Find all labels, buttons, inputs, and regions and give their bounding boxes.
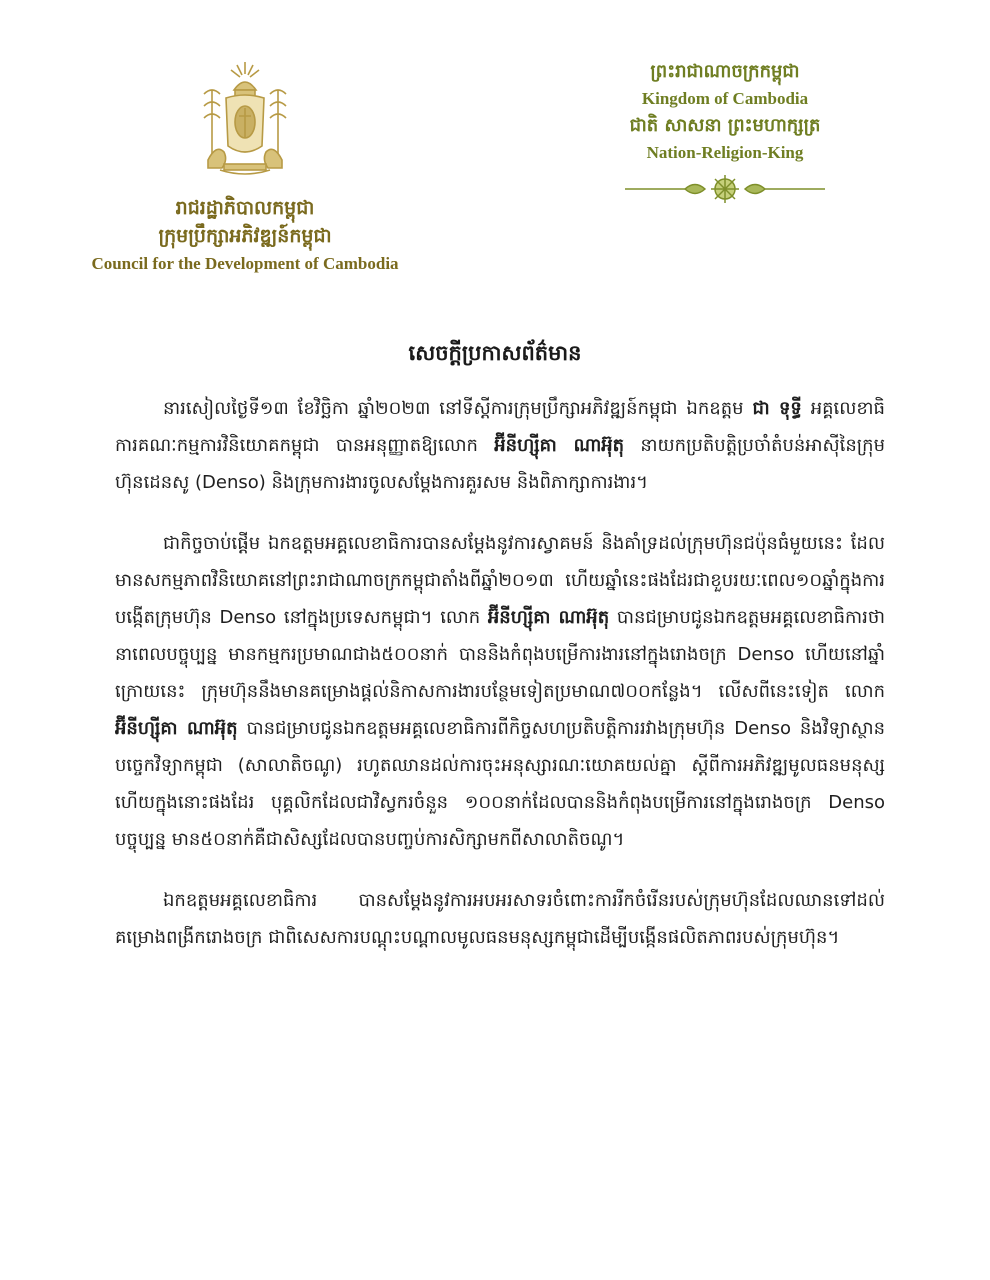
paragraph-2 (115, 525, 885, 858)
council-name-kh: ក្រុមប្រឹក្សាអភិវឌ្ឍន៍កម្ពុជា (158, 225, 332, 247)
paragraph-2-text-2: បានជម្រាបជូនឯកឧត្តមអគ្គលេខាធិការថា នាពេលបច្ចុប្បន្ន មានកម្មករប្រមាណជាង៥០០នាក់ បាននិងកំពុងបម្រើការងារនៅក្នុងរោងចក្រ Denso ហើយនៅឆ្នាំក្រោយនេះ ក្រុមហ៊ុននឹងមានគម្រោងផ្តល់និកាសការងារបន្ថែមទៀតប្រមាណ៧០០កន្លែង។ លើសពីនេះទៀត លោក (115, 607, 885, 702)
royal-emblem-icon (190, 60, 300, 180)
council-name-en: Council for the Development of Cambodia (91, 254, 399, 273)
government-name-kh: រាជរដ្ឋាភិបាលកម្ពុជា (175, 197, 315, 219)
motto-kh: ជាតិ សាសនា ព្រះមហាក្សត្រ (629, 115, 821, 136)
document-title: សេចក្តីប្រកាសព័ត៌មាន (408, 340, 582, 365)
document-body (115, 390, 885, 980)
paragraph-1 (115, 390, 885, 501)
left-letterhead (60, 60, 430, 276)
paragraph-3: ឯកឧត្តមអគ្គលេខាធិការ បានសម្តែងនូវការអបអរសាទរចំពោះការរីកចំរើនរបស់ក្រុមហ៊ុនដែលឈានទៅដល់គម្រោងពង្រីករោងចក្រ ជាពិសេសការបណ្តុះបណ្តាលមូលធនមនុស្សកម្ពុជាដើម្បីបង្កើនផលិតភាពរបស់ក្រុមហ៊ុន។ (115, 890, 885, 948)
right-letterhead (610, 58, 840, 206)
paragraph-1-name-1: ជា ទុទ្ធី (752, 398, 802, 419)
paragraph-1-name-2: អ៊ីនីហ្ស៊ីគា ណាអ៊ុតុ (494, 435, 625, 456)
paragraph-2-text-1: ជាកិច្ចចាប់ផ្តើម ឯកឧត្តមអគ្គលេខាធិការបានសម្តែងនូវការស្វាគមន៍ និងគាំទ្រដល់ក្រុមហ៊ុនជប៉ុនធំមួយនេះ ដែលមានសកម្មភាពវិនិយោគនៅព្រះរាជាណាចក្រកម្ពុជាតាំងពីឆ្នាំ២០១៣ ហើយឆ្នាំនេះផងដែរជាខួបរយៈពេល១០ឆ្នាំក្នុងការបង្កើតក្រុមហ៊ុន Denso នៅក្នុងប្រទេសកម្ពុជា។ លោក (115, 533, 885, 628)
kingdom-name-en: Kingdom of Cambodia (641, 89, 809, 108)
paragraph-1-text-2: អគ្គលេខាធិការគណៈកម្មការវិនិយោគកម្ពុជា បានអនុញ្ញាតឱ្យលោក (115, 398, 885, 456)
paragraph-2-name-2: អ៊ីនីហ្ស៊ីគា ណាអ៊ុតុ (115, 718, 238, 739)
paragraph-2-name-1: អ៊ីនីហ្ស៊ីគា ណាអ៊ុតុ (487, 607, 610, 628)
ornament-divider-icon (625, 172, 825, 206)
motto-en: Nation-Religion-King (646, 143, 804, 162)
paragraph-1-text-3: នាយកប្រតិបត្តិប្រចាំតំបន់អាស៊ីនៃក្រុមហ៊ុនដេនសូ (Denso) និងក្រុមការងារចូលសម្តែងការគួរសម និងពិភាក្សាការងារ។ (115, 435, 885, 493)
paragraph-2-text-3: បានជម្រាបជូនឯកឧត្តមអគ្គលេខាធិការពីកិច្ចសហប្រតិបត្តិការរវាងក្រុមហ៊ុន Denso និងវិទ្យាស្ថានបច្ចេកវិទ្យាកម្ពុជា (សាលាតិចណូ) រហូតឈានដល់ការចុះអនុស្សារណៈយោគយល់គ្នា ស្តីពីការអភិវឌ្ឍមូលធនមនុស្ស ហើយក្នុងនោះផងដែរ បុគ្គលិកដែលជាវិស្វករចំនួន ១០០នាក់ដែលបាននិងកំពុងបម្រើការនៅក្នុងរោងចក្រ Denso បច្ចុប្បន្ន មាន៥០នាក់គឺជាសិស្សដែលបានបញ្ចប់ការសិក្សាមកពីសាលាតិចណូ។ (115, 718, 886, 850)
kingdom-name-kh: ព្រះរាជាណាចក្រកម្ពុជា (650, 61, 800, 82)
paragraph-1-text-1: នារសៀលថ្ងៃទី១៣ ខែវិច្ឆិកា ឆ្នាំ២០២៣ នៅទីស្តីការក្រុមប្រឹក្សាអភិវឌ្ឍន៍កម្ពុជា ឯកឧត្តម (163, 398, 753, 419)
